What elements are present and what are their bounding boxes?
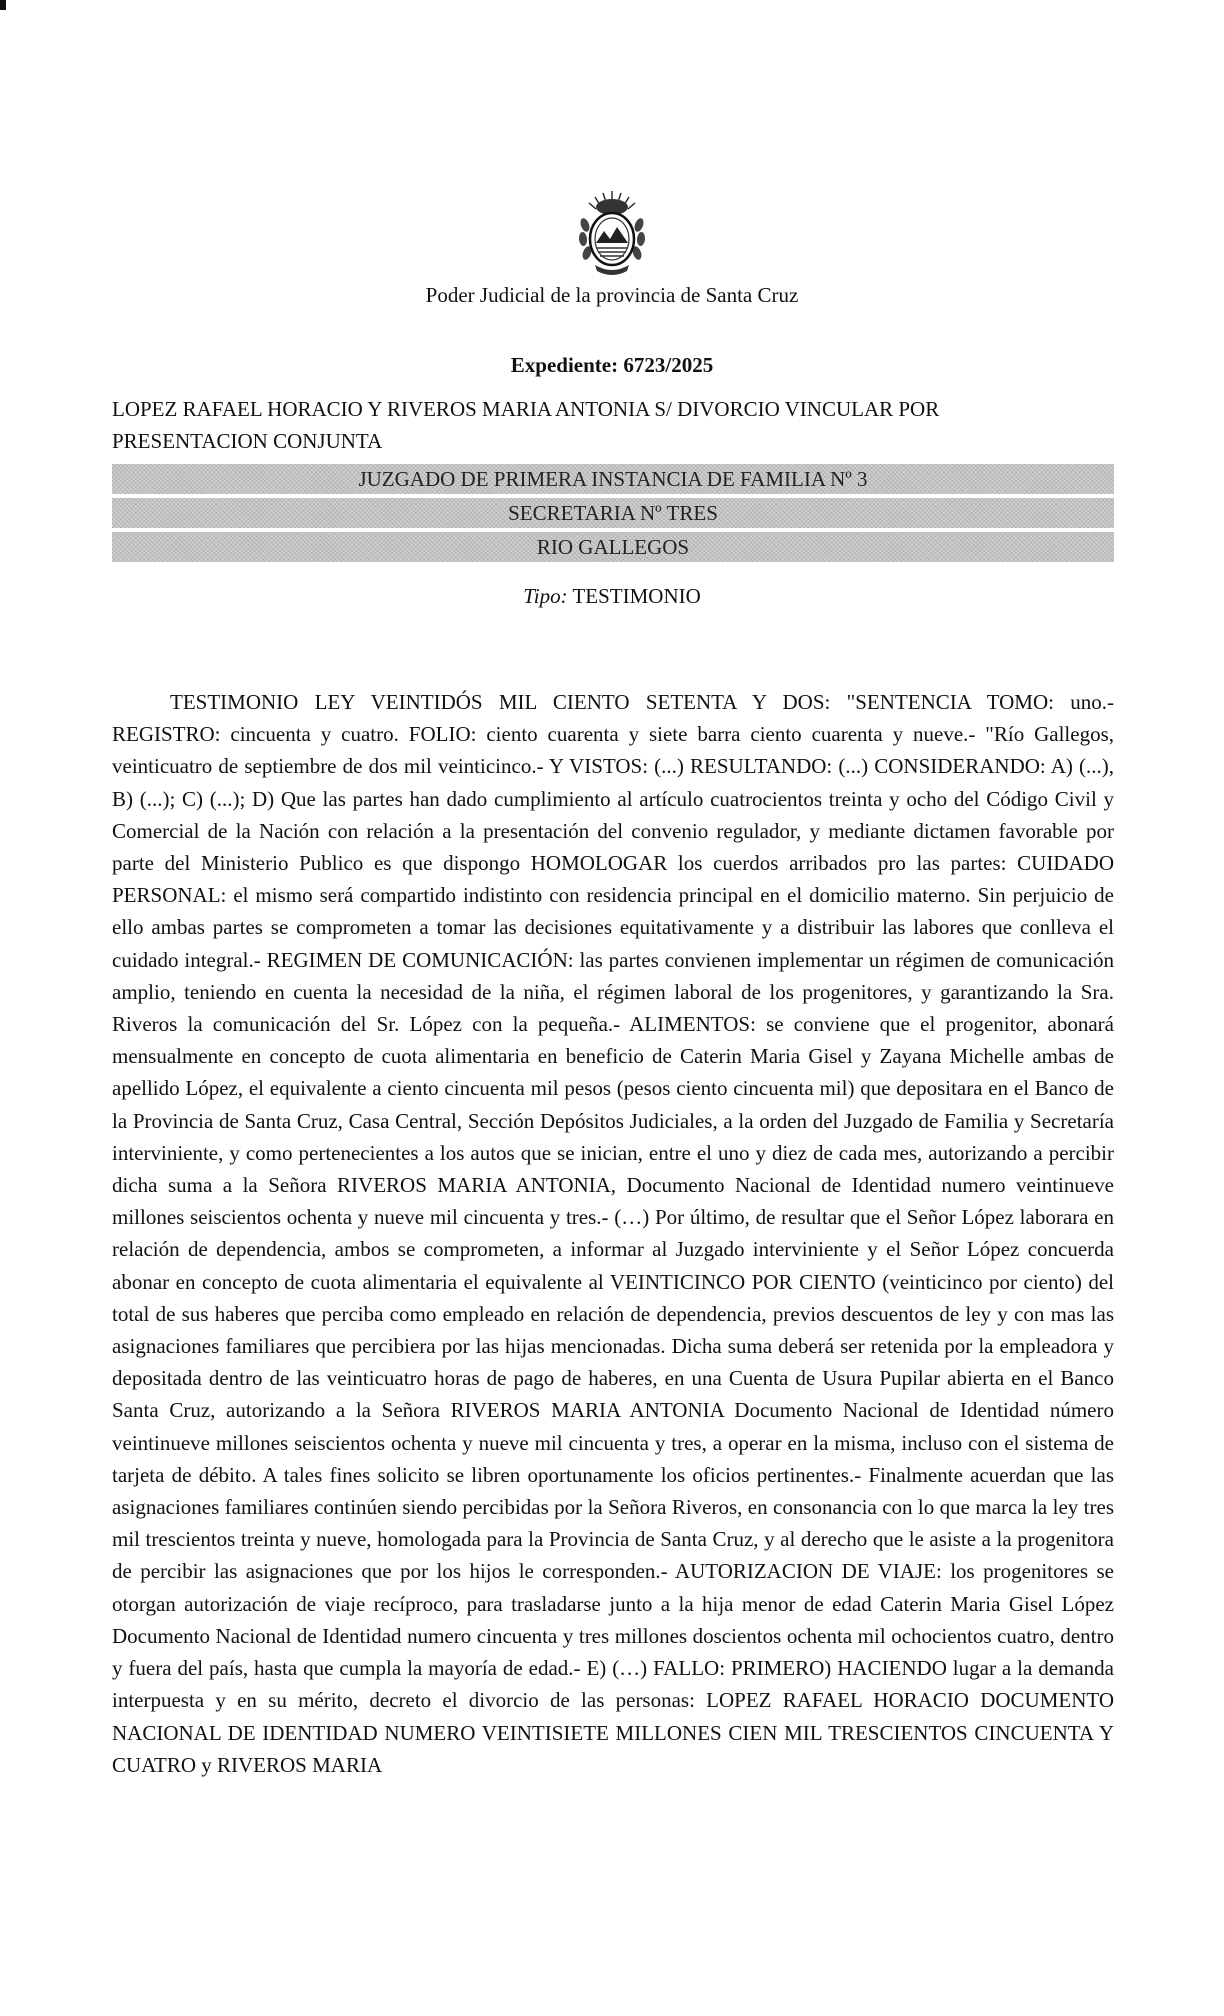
ciudad-band <box>112 532 1114 562</box>
case-caption: LOPEZ RAFAEL HORACIO Y RIVEROS MARIA ANTONIA S/ DIVORCIO VINCULAR POR PRESENTACION CONJUNTA <box>112 397 940 453</box>
ciudad-label: RIO GALLEGOS <box>536 535 690 559</box>
court-name: Poder Judicial de la provincia de Santa Cruz <box>425 283 799 307</box>
juzgado-label: JUZGADO DE PRIMERA INSTANCIA DE FAMILIA Nº 3 <box>358 467 868 491</box>
secretaria-label: SECRETARIA Nº TRES <box>508 501 718 525</box>
scan-mark <box>0 0 6 10</box>
expediente-number: Expediente: 6723/2025 <box>510 353 714 377</box>
coat-of-arms-icon <box>573 185 651 277</box>
testimonio-body: TESTIMONIO LEY VEINTIDÓS MIL CIENTO SETENTA Y DOS: "SENTENCIA TOMO: uno.- REGISTRO: cincuenta y cuatro. FOLIO: ciento cuarenta y siete barra ciento cuarenta y nueve.- "Río Gallegos, veinticuatro de septiembre de dos mil veinticinco.- Y VISTOS: (...) RESULTANDO: (...) CONSIDERANDO: A) (...), B) (...); C) (...); D) Que las partes han dado cumplimiento al artículo cuatrocientos treinta y ocho del Código Civil y Comercial de la Nación con relación a la presentación del convenio regulador, y mediante dictamen favorable por parte del Ministerio Publico es que dispongo HOMOLOGAR los cuerdos arribados pro las partes: CUIDADO PERSONAL: el mismo será compartido indistinto con residencia principal en el domicilio materno. Sin perjuicio de ello ambas partes se comprometen a tomar las decisiones equitativamente y a distribuir las labores que conlleva el cuidado integral.- REGIMEN DE COMUNICACIÓN: las partes convienen implementar un régimen de comunicación amplio, teniendo en cuenta la necesidad de la niña, el régimen laboral de los progenitores, y garantizando la Sra. Riveros la comunicación del Sr. López con la pequeña.- ALIMENTOS: se conviene que el progenitor, abonará mensualmente en concepto de cuota alimentaria en beneficio de Caterin Maria Gisel y Zayana Michelle ambas de apellido López, el equivalente a ciento cincuenta mil pesos (pesos ciento cincuenta mil) que depositara en el Banco de la Provincia de Santa Cruz, Casa Central, Sección Depósitos Judiciales, a la orden del Juzgado de Familia y Secretaría interviniente, y como pertenecientes a los autos que se inician, entre el uno y diez de cada mes, autorizando a percibir dicha suma a la Señora RIVEROS MARIA ANTONIA, Documento Nacional de Identidad numero veintinueve millones seiscientos ochenta y nueve mil cincuenta y tres.- (…) Por último, de resultar que el Señor López laborara en relación de dependencia, ambos se comprometen, a informar al Juzgado interviniente y el Señor López concuerda abonar en concepto de cuota alimentaria el equivalente al VEINTICINCO POR CIENTO (veinticinco por ciento) del total de sus haberes que perciba como empleado en relación de dependencia, previos descuentos de ley y con mas las asignaciones familiares que percibiera por las hijas mencionadas. Dicha suma deberá ser retenida por la empleadora y depositada dentro de las veinticuatro horas de pago de haberes, en una Cuenta de Usura Pupilar abierta en el Banco Santa Cruz, autorizando a la Señora RIVEROS MARIA ANTONIA Documento Nacional de Identidad número veintinueve millones seiscientos ochenta y nueve mil cincuenta y tres, a operar en la misma, incluso con el sistema de tarjeta de débito. A tales fines solicito se libren oportunamente los oficios pertinentes.- Finalmente acuerdan que las asignaciones familiares continúen siendo percibidas por la Señora Riveros, en consonancia con lo que marca la ley tres mil trescientos treinta y nueve, homologada para la Provincia de Santa Cruz, y al derecho que le asiste a la progenitora de percibir las asignaciones que por los hijos le corresponden.- AUTORIZACION DE VIAJE: los progenitores se otorgan autorización de viaje recíproco, para trasladarse junto a la hija menor de edad Caterin Maria Gisel López Documento Nacional de Identidad numero cincuenta y tres millones doscientos ochenta mil ochocientos cuatro, dentro y fuera del país, hasta que cumpla la mayoría de edad.- E) (…) FALLO: PRIMERO) HACIENDO lugar a la demanda interpuesta y en su mérito, decreto el divorcio de las personas: LOPEZ RAFAEL HORACIO DOCUMENTO NACIONAL DE IDENTIDAD NUMERO VEINTISIETE MILLONES CIEN MIL TRESCIENTOS CINCUENTA Y CUATRO y RIVEROS MARIA <box>112 690 1114 1777</box>
document-type <box>0 584 1224 609</box>
tipo-value: TESTIMONIO <box>572 584 701 608</box>
secretaria-band <box>112 498 1114 528</box>
tipo-label: Tipo: <box>523 584 568 608</box>
juzgado-band <box>112 464 1114 494</box>
